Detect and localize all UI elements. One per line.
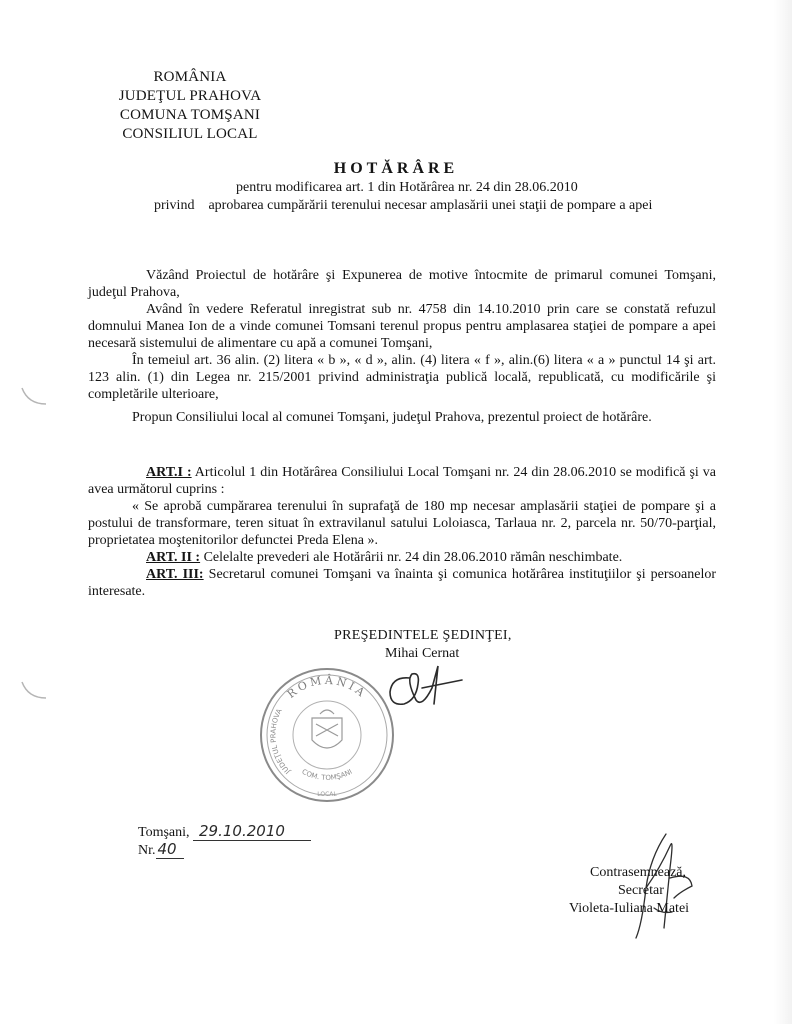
article-3 bbox=[88, 566, 716, 600]
article-3-text: Secretarul comunei Tomşani va înainta şi comunica hotărârea instituţiilor şi persoanelor interesate. bbox=[88, 567, 716, 599]
official-stamp-seal bbox=[256, 664, 398, 806]
number-handwritten: 40 bbox=[156, 840, 184, 859]
header-county: JUDEŢUL PRAHOVA bbox=[118, 88, 262, 104]
document-subtitle: pentru modificarea art. 1 din Hotărârea nr. 24 din 28.06.2010 bbox=[236, 180, 578, 195]
header-council: CONSILIUL LOCAL bbox=[122, 126, 258, 142]
articles bbox=[88, 464, 716, 600]
document-title: HOTĂRÂRE bbox=[333, 160, 459, 177]
preamble bbox=[88, 267, 716, 426]
page-edge-shadow bbox=[774, 0, 792, 1024]
stamp-local-text: LOCAL bbox=[317, 791, 337, 798]
stamp-coat-of-arms bbox=[312, 710, 342, 748]
date-handwritten: 29.10.2010 bbox=[193, 822, 311, 841]
place-label: Tomşani, bbox=[138, 825, 190, 840]
header-country: ROMÂNIA bbox=[153, 69, 227, 85]
issuer-header bbox=[110, 68, 270, 144]
preamble-paragraph: Văzând Proiectul de hotărâre şi Expunerea de motive întocmite de primarul comunei Tomşani, judeţul Prahova, bbox=[88, 268, 716, 300]
secretary-title: Secretar bbox=[618, 883, 664, 898]
punch-hole-mark-top bbox=[18, 382, 58, 412]
punch-hole-mark-bottom bbox=[18, 676, 58, 706]
article-1-quote: « Se aprobă cumpărarea terenului în suprafaţă de 180 mp necesar amplasării staţiei de pompare şi a postului de transformare, teren situat în extravilanul satului Loloiasca, Tarlaua nr. 2, parcela nr. 50/70-parţial, proprietatea moştenitorilor defunctei Preda Elena ». bbox=[88, 499, 716, 548]
article-2 bbox=[88, 549, 716, 566]
stamp-left-text: JUDEŢUL PRAHOVA bbox=[269, 707, 292, 776]
article-1-text: Articolul 1 din Hotărârea Consiliului Local Tomşani nr. 24 din 28.06.2010 se modifică şi va avea următorul cuprins : bbox=[88, 465, 716, 497]
header-commune: COMUNA TOMŞANI bbox=[119, 107, 261, 123]
president-title: PREŞEDINTELE ŞEDINŢEI, bbox=[334, 628, 512, 643]
countersignature-block bbox=[569, 864, 690, 918]
svg-text:JUDEŢUL PRAHOVA bbox=[269, 707, 292, 776]
article-2-text: Celelalte prevederi ale Hotărârii nr. 24 din 28.06.2010 rămân neschimbate. bbox=[200, 550, 623, 565]
president-name: Mihai Cernat bbox=[385, 646, 460, 661]
article-1-label: ART.I : bbox=[146, 465, 192, 480]
secretary-name: Violeta-Iuliana Matei bbox=[569, 901, 690, 916]
article-2-label: ART. II : bbox=[146, 550, 201, 565]
article-1 bbox=[88, 464, 716, 498]
countersign-label: Contrasemnează, bbox=[590, 865, 687, 880]
document-subject bbox=[154, 198, 652, 214]
svg-text:COM. TOMŞANI bbox=[300, 768, 353, 782]
subject-text: aprobarea cumpărării terenului necesar amplasării unei staţii de pompare a apei bbox=[208, 198, 653, 213]
stamp-top-text: ROMÂNIA bbox=[284, 673, 370, 701]
number-line bbox=[138, 840, 184, 859]
place-date-line bbox=[138, 822, 311, 841]
preamble-paragraph: Având în vedere Referatul inregistrat sub nr. 4758 din 14.10.2010 prin care se constată refuzul domnului Manea Ion de a vinde comunei Tomsani terenul propus pentru amplasarea staţiei de pompare a apei necesară sistemului de alimentare cu apă a comunei Tomşani, bbox=[88, 302, 716, 351]
preamble-paragraph: Propun Consiliului local al comunei Tomşani, judeţul Prahova, prezentul proiect de hotărâre. bbox=[132, 410, 652, 425]
president-signature bbox=[382, 658, 472, 716]
preamble-paragraph: În temeiul art. 36 alin. (2) litera « b », « d », alin. (4) litera « f », alin.(6) litera « a » punctul 14 şi art. 123 alin. (1) din Legea nr. 215/2001 privind administraţia publică locală, republicată, cu modificările şi completările ulterioare, bbox=[88, 353, 716, 402]
number-label: Nr. bbox=[138, 843, 156, 858]
stamp-bottom-text: COM. TOMŞANI bbox=[300, 767, 354, 782]
subject-prefix: privind bbox=[154, 198, 195, 213]
article-3-label: ART. III: bbox=[146, 567, 204, 582]
